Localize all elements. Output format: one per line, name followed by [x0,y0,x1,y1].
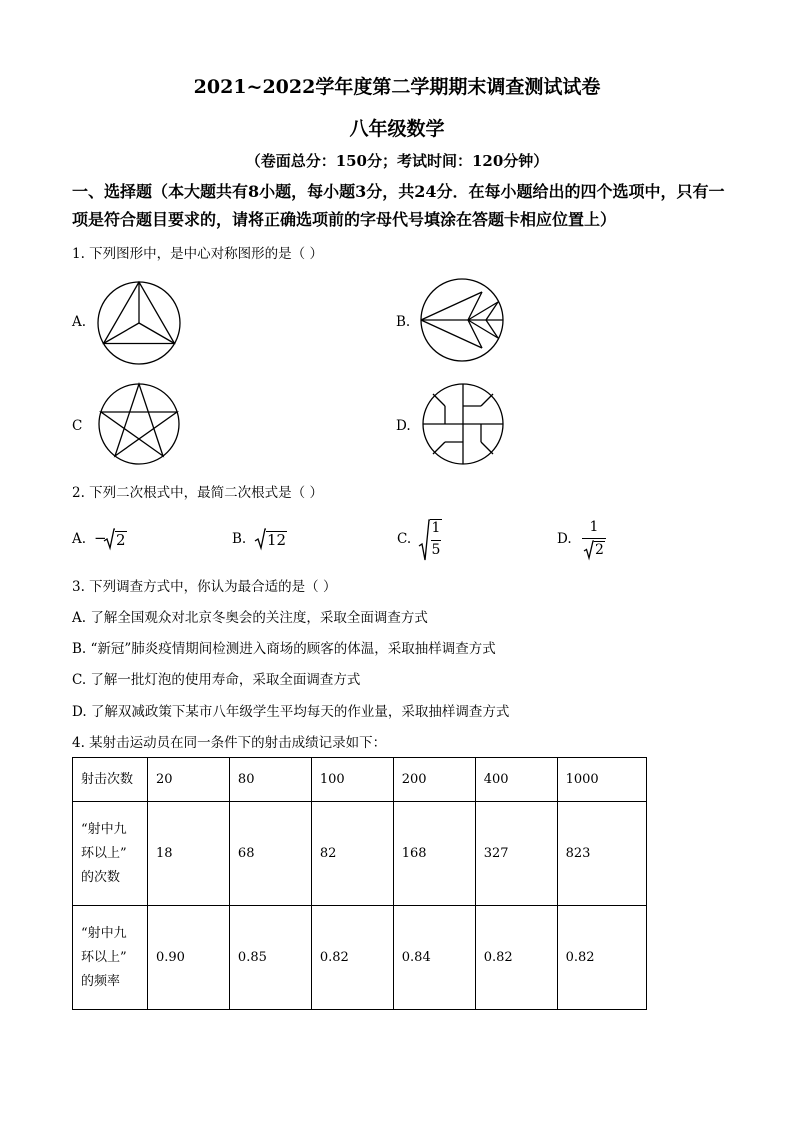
q2-option-b-radicand: 12 [267,531,287,549]
radical-sign-icon [254,528,266,550]
circle-shape [99,384,179,464]
q1-option-a-label: A. [72,314,87,330]
q2-option-d-radicand: 2 [595,542,604,558]
q1-option-c-figure [96,384,182,464]
table-cell: 82 [311,802,393,906]
table-row [73,758,647,802]
header-line: 环以上” [81,949,127,965]
question-2-stem: 2. 下列二次根式中，最简二次根式是（ ） [72,485,323,501]
header-line: “射中九 [81,821,127,837]
table-header-cell [73,906,148,1010]
q2-option-a-sign: − [94,529,107,547]
table-cell: 327 [475,802,557,906]
q3-option-b: B. “新冠”肺炎疫情期间检测进入商场的顾客的体温，采取抽样调查方式 [72,641,496,657]
table-cell: 1000 [557,758,646,802]
table-cell: 0.82 [557,906,646,1010]
segment [481,394,493,406]
radical-sign-icon [103,528,115,550]
segment [486,302,498,320]
question-4-stem: 4. 某射击运动员在同一条件下的射击成绩记录如下： [72,735,387,751]
segment [481,442,493,454]
table-row [73,802,647,906]
table-header-cell: 射击次数 [73,758,148,802]
segment [433,394,445,406]
segment [486,320,498,338]
table-cell: 0.82 [475,906,557,1010]
header-line: 的频率 [81,973,121,989]
table-cell: 168 [393,802,475,906]
q3-option-a: A. 了解全国观众对北京冬奥会的关注度，采取全面调查方式 [72,610,428,626]
q3-option-c: C. 了解一批灯泡的使用寿命，采取全面调查方式 [72,672,361,688]
q1-option-a-figure [96,280,182,366]
table-cell: 68 [229,802,311,906]
q3-option-d: D. 了解双减政策下某市八年级学生平均每天的作业量，采取抽样调查方式 [72,704,510,720]
header-line: 环以上” [81,845,127,861]
table-row [73,906,647,1010]
table-cell: 0.84 [393,906,475,1010]
header-line: 的次数 [81,869,121,885]
table-cell: 18 [148,802,230,906]
header-line: “射中九 [81,925,127,941]
q2-option-c-label: C. [397,531,412,547]
segment [421,292,482,320]
q2-option-d-label: D. [557,531,572,547]
q1-option-d-figure [421,384,505,464]
fraction-bar [582,538,606,539]
table-cell: 0.90 [148,906,230,1010]
table-cell: 100 [311,758,393,802]
exam-info: （卷面总分：150分；考试时间：120分钟） [245,152,549,170]
section-heading: 一、选择题（本大题共有8小题，每小题3分，共24分．在每小题给出的四个选项中，只有一项是符合题目要求的，请将正确选项前的字母代号填涂在答题卡相应位置上） [72,182,725,229]
table-cell: 20 [148,758,230,802]
table-cell: 80 [229,758,311,802]
q2-option-d-numerator: 1 [589,519,599,535]
segment [433,442,445,454]
q1-option-c-label: C [72,418,83,434]
table-header-cell [73,802,148,906]
shooting-results-table [72,757,647,1010]
segment [421,320,482,348]
question-1-stem: 1. 下列图形中，是中心对称图形的是（ ） [72,246,323,262]
table-cell: 0.85 [229,906,311,1010]
table-cell: 400 [475,758,557,802]
q2-option-b-label: B. [232,531,247,547]
table-cell: 200 [393,758,475,802]
q2-option-c-denominator: 5 [431,542,441,558]
q2-option-a-label: A. [72,531,87,547]
question-3-stem: 3. 下列调查方式中，你认为最合适的是（ ） [72,579,337,595]
radical-sign-icon [583,540,594,560]
exam-title: 2021~2022学年度第二学期期末调查测试试卷 [193,76,601,98]
table-cell: 0.82 [311,906,393,1010]
q1-option-b-figure [420,278,504,362]
q2-option-a-radicand: 2 [116,531,126,549]
q2-option-c-numerator: 1 [431,520,441,536]
q1-option-b-label: B. [396,314,411,330]
exam-subject: 八年级数学 [349,118,445,140]
radical-sign-icon [418,518,430,562]
q1-option-d-label: D. [396,418,411,434]
table-cell: 823 [557,802,646,906]
